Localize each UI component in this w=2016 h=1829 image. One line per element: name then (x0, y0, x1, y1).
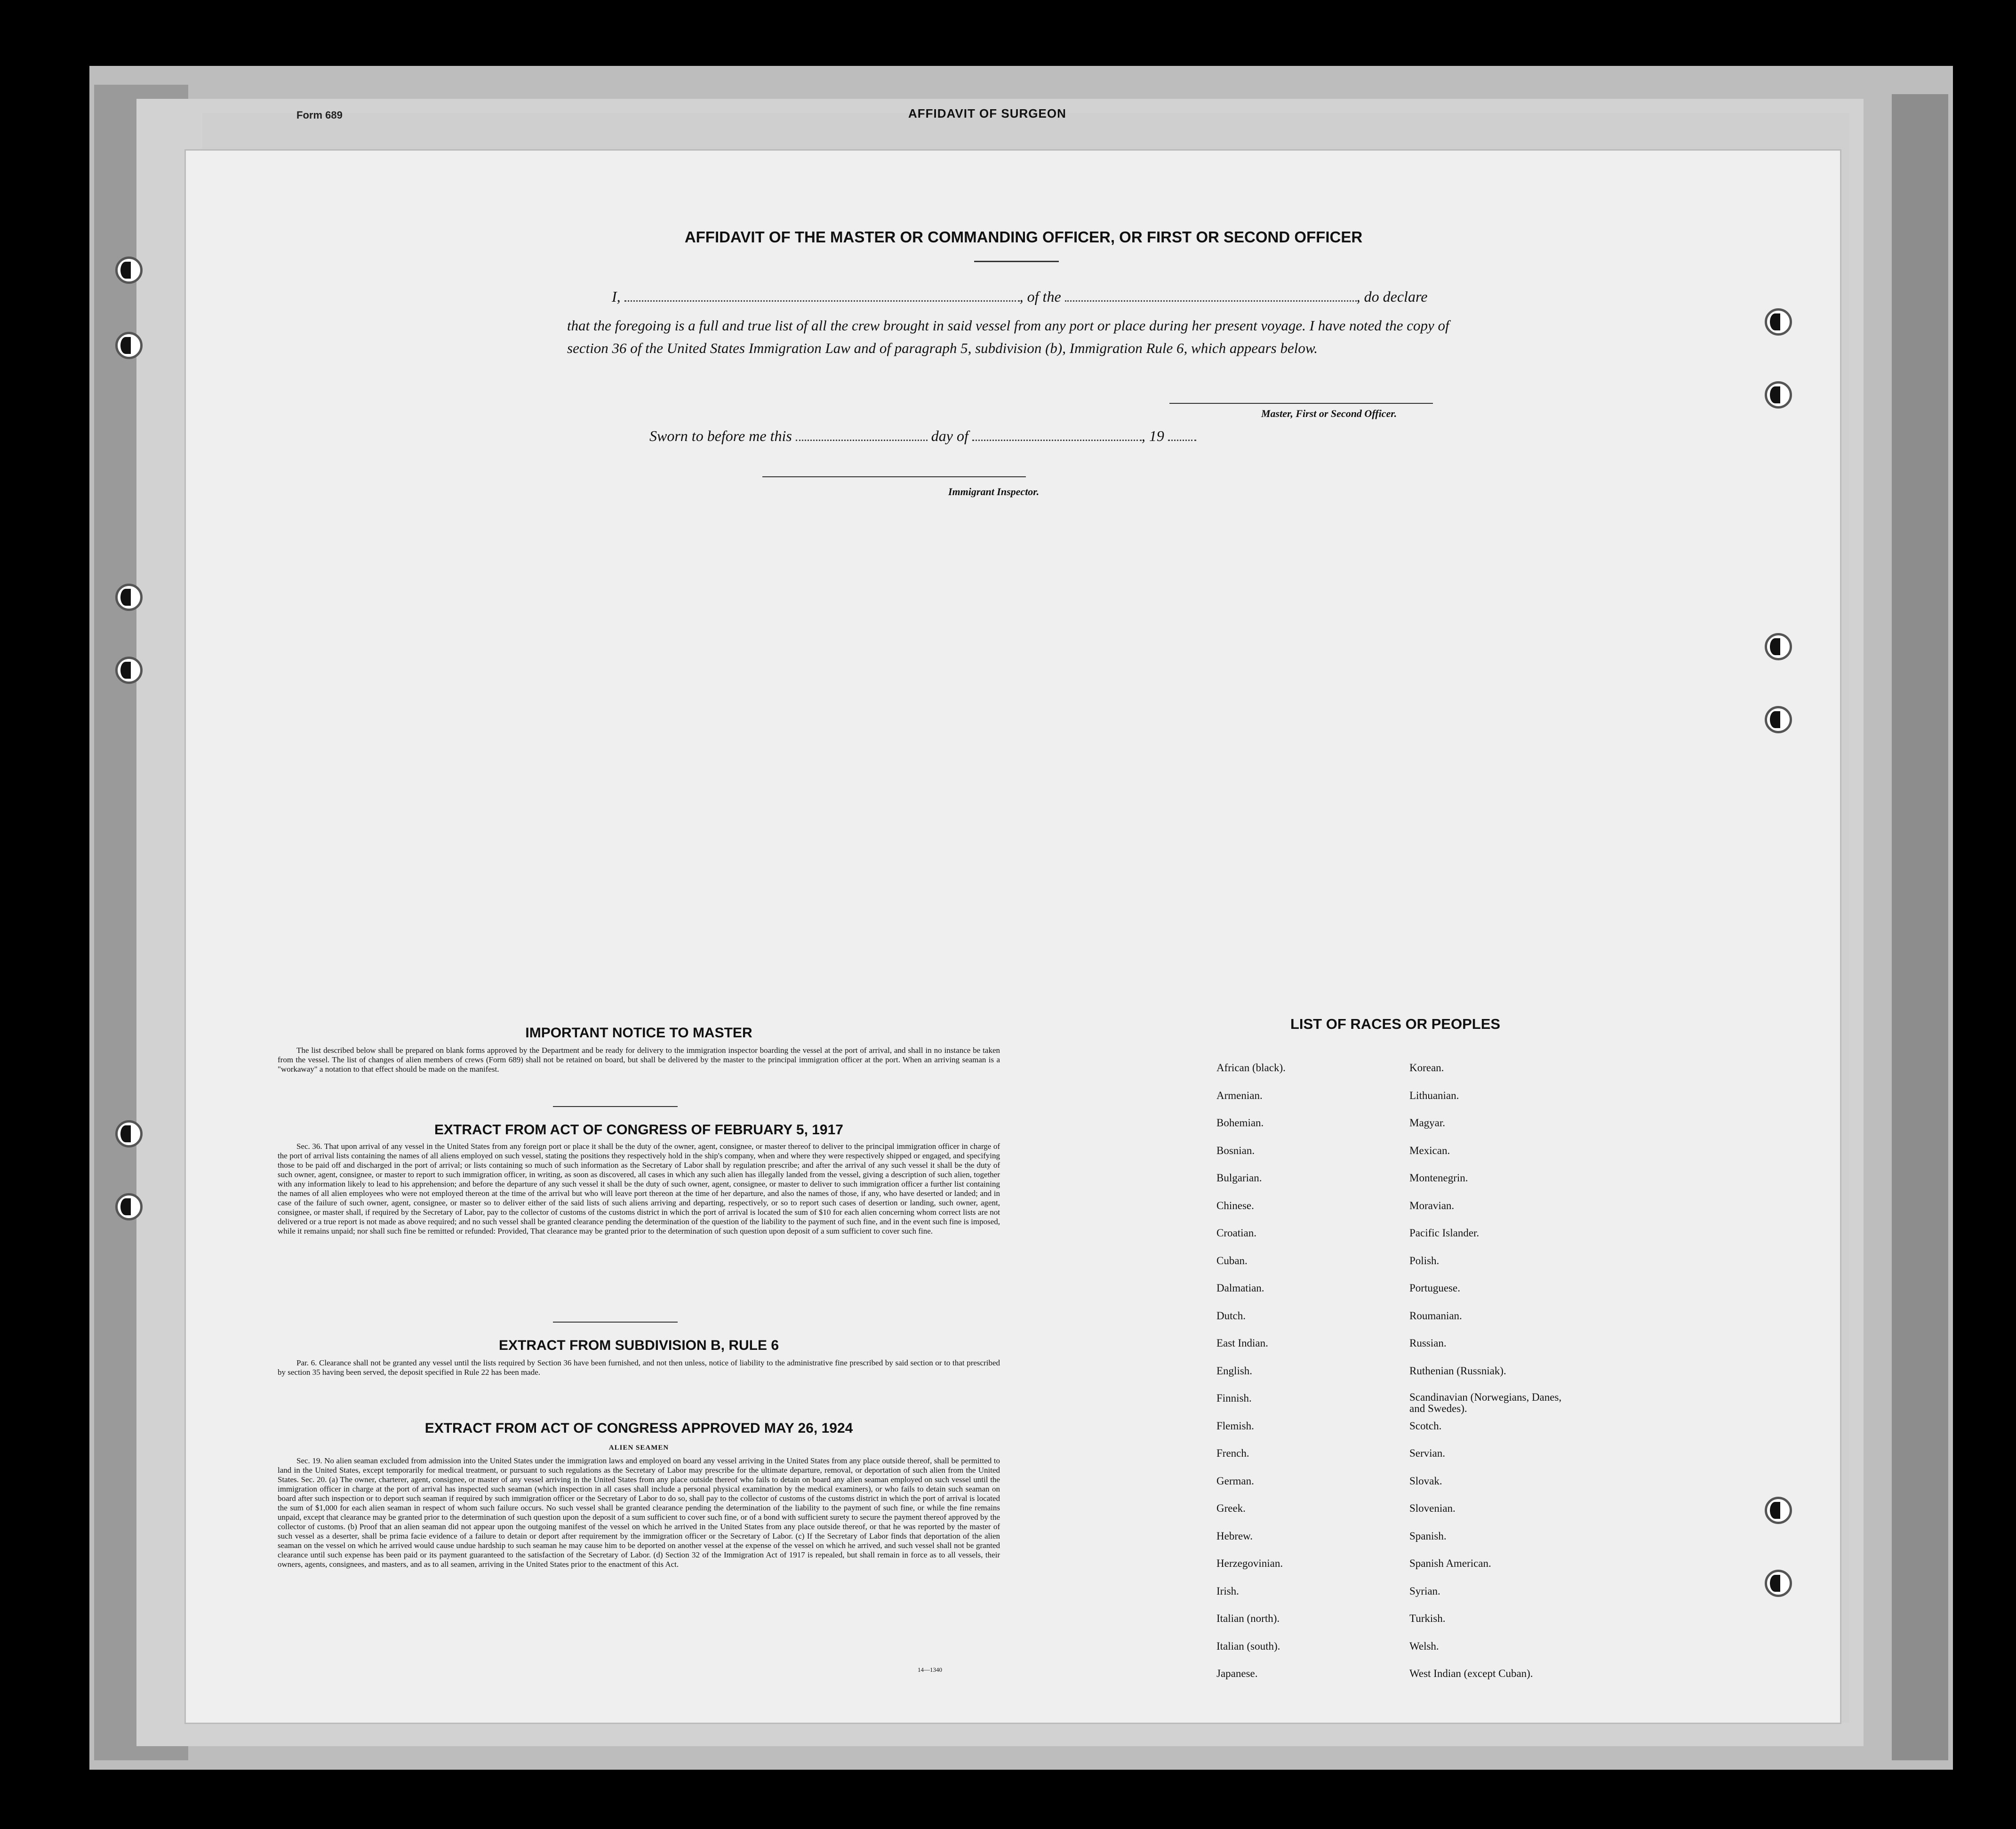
sworn-line (649, 427, 1196, 445)
name-blank[interactable] (624, 289, 1020, 302)
form-number-label: Form 689 (296, 109, 343, 121)
extract-1924-text: Sec. 19. No alien seaman excluded from admission into the United States under the immigration laws and employed on board any vessel arriving in the United States from any place outside thereof, shall be permitted to land in the United States, except temporarily for medical treatment, or pursuant to such regulations as the Secretary of Labor may prescribe for the ultimate departure, removal, or deportation of such alien from the United States. Sec. 20. (a) The owner, charterer, agent, consignee, or master of any vessel arriving in the United States from any place outside thereof who fails to detain on board any alien seaman employed on such vessel until the immigration officer in charge at the port of arrival has inspected such seaman (which inspection in all cases shall include a personal physical examination by the medical examiners), or who fails to detain such seaman on board after such inspection or to deport such seaman if required by such immigration officer or the Secretary of Labor to do so, shall pay to the collector of customs of the customs district in which the port of arrival is located the sum of $1,000 for each alien seaman in respect of whom such failure occurs. No such vessel shall be granted clearance pending the determination of the liability to the payment of such fine, or while the fine remains unpaid, except that clearance may be granted prior to the determination of such question upon the deposit of a sum sufficient to cover such fine, or of a bond with sufficient surety to secure the payment thereof approved by the collector of customs. (b) Proof that an alien seaman did not appear upon the outgoing manifest of the vessel on which he arrived in the United States from any place outside thereof, or that he was reported by the master of such vessel as a deserter, shall be prima facie evidence of a failure to detain or deport after requirement by the immigration officer or the Secretary of Labor. (c) If the Secretary of Labor finds that deportation of the alien seaman on the vessel on which he arrived would cause undue hardship to such seaman he may cause him to be deported on another vessel at the expense of the vessel on which he arrived, and such vessel shall not be granted clearance until such expense has been paid or its payment guaranteed to the satisfaction of the Secretary of Labor. (d) Section 32 of the Immigration Act of 1917 is repealed, but shall remain in force as to all vessels, their owners, agents, consignees, and masters, and as to all seamen, arriving in the United States prior to the enactment of this Act. (278, 1456, 1000, 1569)
race-item: Turkish. (1409, 1612, 1446, 1624)
race-item: Welsh. (1409, 1640, 1439, 1652)
races-title: LIST OF RACES OR PEOPLES (1290, 1016, 1501, 1032)
race-item: Greek. (1216, 1502, 1246, 1514)
punch-hole-icon (115, 332, 143, 359)
race-item: Herzegovinian. (1216, 1557, 1283, 1569)
race-item: Montenegrin. (1409, 1172, 1468, 1184)
notice-title: IMPORTANT NOTICE TO MASTER (525, 1025, 752, 1041)
month-blank[interactable] (972, 428, 1142, 441)
master-signature-line[interactable] (1169, 403, 1433, 404)
punch-hole-icon (115, 1193, 143, 1220)
races-right-column (1409, 1061, 1579, 1695)
inspector-signature-label: Immigrant Inspector. (948, 486, 1040, 497)
punch-hole-icon (1765, 308, 1792, 336)
race-item: Scandinavian (Norwegians, Danes, and Swedes). (1409, 1391, 1562, 1414)
race-item: Slovenian. (1409, 1502, 1456, 1514)
races-left-column (1216, 1061, 1286, 1695)
race-item: Hebrew. (1216, 1530, 1253, 1542)
race-item: English. (1216, 1364, 1253, 1377)
race-item: Roumanian. (1409, 1309, 1462, 1322)
year-blank[interactable] (1168, 428, 1196, 441)
race-item: Bosnian. (1216, 1144, 1255, 1156)
affidavit-body: that the foregoing is a full and true list of all the crew brought in said vessel from any port or place during her present voyage. I have noted the copy of section 36 of the United States Immigration Law and of paragraph 5, subdivision (b), Immigration Rule 6, which appears below. (567, 317, 1449, 356)
race-item: Dalmatian. (1216, 1282, 1264, 1294)
print-code: 14—1340 (918, 1666, 942, 1673)
race-item: German. (1216, 1475, 1254, 1487)
section-rule (553, 1106, 678, 1107)
race-item: Armenian. (1216, 1089, 1263, 1101)
race-item: Japanese. (1216, 1668, 1258, 1679)
punch-hole-icon (1765, 706, 1792, 733)
sworn-label: Sworn to before me this (649, 427, 792, 444)
punch-hole-icon (1765, 381, 1792, 409)
punch-hole-icon (115, 657, 143, 684)
race-item: Moravian. (1409, 1199, 1455, 1211)
i-label: I, (612, 288, 621, 305)
race-item: Polish. (1409, 1254, 1440, 1267)
section-rule (553, 1322, 678, 1323)
master-signature-label: Master, First or Second Officer. (1261, 408, 1397, 419)
race-item: Spanish American. (1409, 1557, 1491, 1569)
race-item: East Indian. (1216, 1337, 1268, 1349)
notice-text: The list described below shall be prepared on blank forms approved by the Department and be ready for delivery to the immigration inspector boarding the vessel at the port of arrival, and shall in no instance be taken from the vessel. The list of changes of alien members of crews (Form 689) shall not be retained on board, but shall be delivered by the master to the principal immigration officer at the port. When an arriving seaman is a "workaway" a notation to that effect should be made on the manifest. (278, 1046, 1000, 1074)
punch-hole-icon (115, 1120, 143, 1147)
vessel-blank[interactable] (1065, 289, 1357, 302)
right-margin-strip (1892, 94, 1948, 1760)
race-item: Flemish. (1216, 1420, 1254, 1432)
punch-hole-icon (115, 584, 143, 611)
affidavit-title: AFFIDAVIT OF THE MASTER OR COMMANDING OFFICER, OR FIRST OR SECOND OFFICER (684, 228, 1363, 246)
race-item: Servian. (1409, 1447, 1446, 1459)
year-label: , 19 (1141, 427, 1164, 444)
inspector-signature-line[interactable] (762, 476, 1026, 477)
race-item: Korean. (1409, 1062, 1444, 1074)
punch-hole-icon (1765, 1570, 1792, 1597)
title-rule (974, 261, 1059, 262)
race-item: Italian (north). (1216, 1612, 1280, 1624)
rule6-title: EXTRACT FROM SUBDIVISION B, RULE 6 (498, 1338, 779, 1353)
surgeon-affidavit-title: AFFIDAVIT OF SURGEON (908, 106, 1066, 120)
race-item: Mexican. (1409, 1144, 1450, 1156)
race-item: Slovak. (1409, 1475, 1442, 1487)
race-item: African (black). (1216, 1062, 1286, 1074)
declare-label: , do declare (1356, 288, 1428, 305)
race-item: Bohemian. (1216, 1117, 1264, 1129)
race-item: Chinese. (1216, 1199, 1254, 1211)
race-item: Russian. (1409, 1337, 1447, 1349)
extract-1917-title: EXTRACT FROM ACT OF CONGRESS OF FEBRUARY 5, 1917 (434, 1122, 843, 1138)
rule6-text: Par. 6. Clearance shall not be granted any vessel until the lists required by Section 36 have been furnished, and not then unless, notice of liability to the administrative fine prescribed by said section or to that prescribed by section 35 having been served, the deposit specified in Rule 22 has been made. (278, 1358, 1000, 1377)
form-sheet (186, 151, 1840, 1723)
affidavit-declarant-line (612, 288, 1427, 305)
extract-1924-title: EXTRACT FROM ACT OF CONGRESS APPROVED MAY 26, 1924 (424, 1420, 853, 1436)
race-item: Ruthenian (Russniak). (1409, 1364, 1506, 1377)
race-item: Dutch. (1216, 1309, 1246, 1322)
race-item: Scotch. (1409, 1420, 1442, 1432)
race-item: Irish. (1216, 1585, 1239, 1597)
race-item: Syrian. (1409, 1585, 1440, 1597)
race-item: Bulgarian. (1216, 1172, 1262, 1184)
extract-1924-subtitle: ALIEN SEAMEN (608, 1444, 669, 1452)
race-item: Portuguese. (1409, 1282, 1460, 1294)
punch-hole-icon (1765, 1497, 1792, 1524)
race-item: French. (1216, 1447, 1249, 1459)
race-item: Croatian. (1216, 1227, 1256, 1239)
race-item: Spanish. (1409, 1530, 1447, 1542)
punch-hole-icon (1765, 633, 1792, 660)
race-item: Italian (south). (1216, 1640, 1280, 1652)
day-of-label: day of (931, 427, 968, 444)
of-the-label: , of the (1019, 288, 1061, 305)
punch-hole-icon (115, 257, 143, 284)
race-item: Pacific Islander. (1409, 1227, 1480, 1239)
race-item: West Indian (except Cuban). (1409, 1668, 1533, 1679)
race-item: Cuban. (1216, 1254, 1248, 1267)
race-item: Finnish. (1216, 1392, 1252, 1404)
race-item: Lithuanian. (1409, 1089, 1459, 1101)
extract-1917-text: Sec. 36. That upon arrival of any vessel in the United States from any foreign port or place it shall be the duty of the owner, agent, consignee, or master thereof to deliver to the principal immigration officer in charge of the port of arrival lists containing the names of all aliens employed on such vessel, stating the positions they respectively hold in the ship's company, when and where they were respectively shipped or engaged, and specifying those to be paid off and discharged in the port of arrival; or lists containing so much of such information as the Secretary of Labor shall by regulation prescribe; and after the arrival of any such vessel it shall be the duty of such owner, agent, consignee, or master to report to such immigration officer, in writing, as soon as discovered, all cases in which any such alien has illegally landed from the vessel, giving a description of such alien, together with any information likely to lead to his apprehension; and before the departure of any such vessel it shall be the duty of such owner, agent, consignee, or master to deliver to such immigration officer a further list containing the names of all alien employees who were not employed thereon at the time of the arrival but who will leave port thereon at the time of her departure, and also the names of those, if any, who have deserted or landed; and in case of the failure of such owner, agent, consignee, or master so to deliver either of the said lists of such aliens arriving and departing, respectively, or so to report such cases of desertion or landing, such owner, agent, consignee, or master shall, if required by the Secretary of Labor, pay to the collector of customs of the customs district in which the port of arrival is located the sum of $10 for each alien concerning whom correct lists are not delivered or a true report is not made as above required; and no such vessel shall be granted clearance pending the determination of the question of the liability to the payment of such fine, and in the event such fine is imposed, while it remains unpaid; nor shall such fine be remitted or refunded: Provided, That clearance may be granted prior to the determination of such question upon deposit of a sum sufficient to cover such fine. (278, 1142, 1000, 1235)
race-item: Magyar. (1409, 1117, 1446, 1129)
day-blank[interactable] (796, 428, 928, 441)
